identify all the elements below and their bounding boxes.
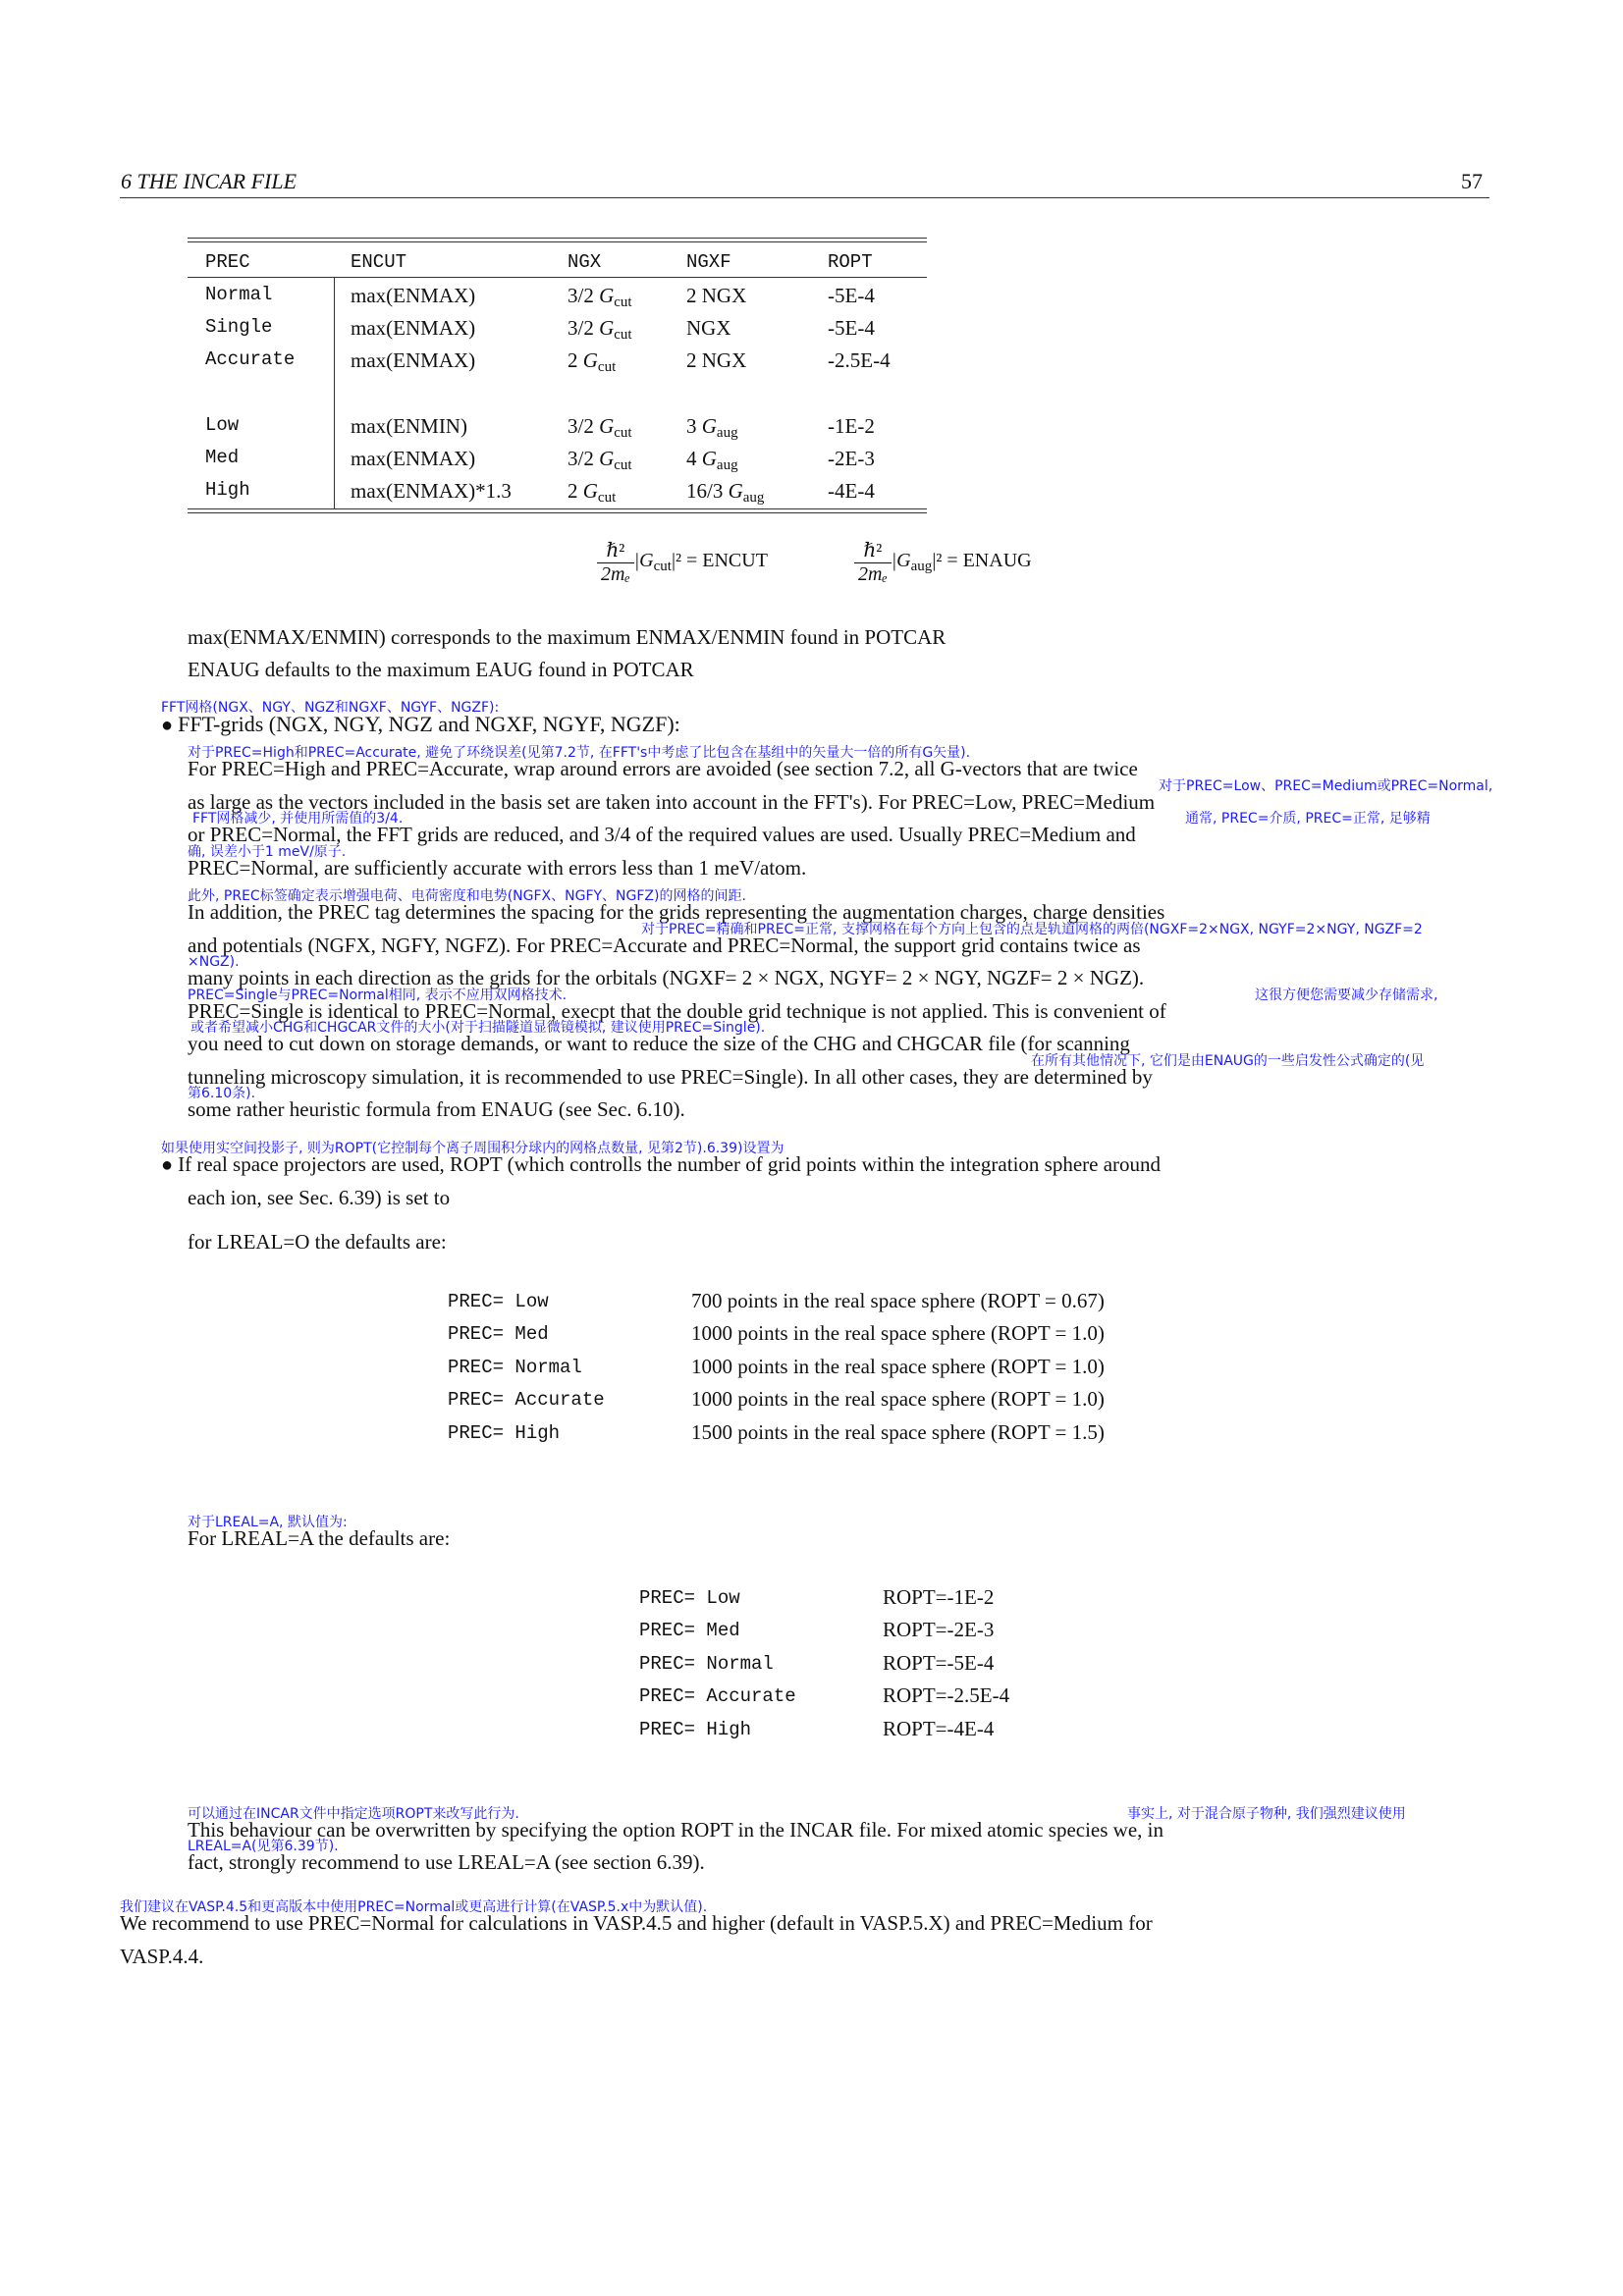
lreal-a-prec: PREC= High (639, 1719, 752, 1740)
cell-ropt: -5E-4 (828, 316, 875, 340)
table-row (205, 316, 922, 346)
lreal-o-prec: PREC= Accurate (448, 1389, 605, 1411)
lreal-o-desc: 700 points in the real space sphere (ROPT = 0.67) (691, 1289, 1105, 1312)
para2-line7: some rather heuristic formula from ENAUG (see Sec. 6.10). (188, 1097, 685, 1121)
cell-ngxf: NGX (686, 316, 731, 340)
translation-8: ×NGZ). (188, 954, 240, 970)
cell-ropt: -5E-4 (828, 284, 875, 307)
para1-line3: or PREC=Normal, the FFT grids are reduced, and 3/4 of the required values are used. Usually PREC=Medium and (188, 823, 1136, 846)
table-header-rule (188, 277, 927, 278)
cell-ropt: -2E-3 (828, 447, 875, 470)
lreal-o-desc: 1000 points in the real space sphere (ROPT = 1.0) (691, 1387, 1105, 1411)
para1-line4: PREC=Normal, are sufficiently accurate with errors less than 1 meV/atom. (188, 856, 807, 880)
translation-3: FFT网格减少, 并使用所需值的3/4. (192, 811, 404, 827)
cell-encut: max(ENMAX) (351, 284, 476, 307)
para4-line2: VASP.4.4. (120, 1945, 204, 1968)
translation-9: PREC=Single与PREC=Normal相同, 表示不应用双网格技术. (188, 988, 568, 1003)
para4-line1: We recommend to use PREC=Normal for calculations in VASP.4.5 and higher (default in VASP.5.X) and PREC=Medium for (120, 1911, 1153, 1935)
translation-18: LREAL=A(见第6.39节). (188, 1839, 339, 1854)
formula-encut: $\frac{\text{ℏ²}}{\text{2mₑ}}$ $|G_{cut}|^2$ = ENCUT (597, 538, 768, 586)
cell-ngxf: 16/3 $G_{aug}$ (686, 479, 765, 506)
cell-ngx: 3/2 $G_{cut}$ (568, 447, 632, 473)
table-row (205, 447, 922, 476)
translation-11: 或者希望减小CHG和CHGCAR文件的大小(对于扫描隧道显微镜模拟, 建议使用PREC=Single). (190, 1020, 766, 1036)
chapter-header: 6 THE INCAR FILE (121, 169, 298, 193)
para2-line2: and potentials (NGFX, NGFY, NGFZ). For PREC=Accurate and PREC=Normal, the support grid contains twice as (188, 934, 1141, 957)
cell-ropt: -2.5E-4 (828, 348, 891, 372)
cell-encut: max(ENMAX) (351, 447, 476, 470)
bullet-fft-grids: ● FFT-grids (NGX, NGY, NGZ and NGXF, NGYF, NGZF): (161, 712, 680, 736)
lreal-o-intro: for LREAL=O the defaults are: (188, 1230, 447, 1254)
cell-ngxf: 3 $G_{aug}$ (686, 414, 738, 441)
lreal-o-desc: 1500 points in the real space sphere (ROPT = 1.5) (691, 1420, 1105, 1444)
lreal-a-ropt: ROPT=-1E-2 (883, 1585, 995, 1609)
para2-line4: PREC=Single is identical to PREC=Normal, execpt that the double grid technique is not applied. This is convenient of (188, 999, 1166, 1023)
lreal-a-ropt: ROPT=-2E-3 (883, 1618, 995, 1641)
translation-5: 确, 误差小于1 meV/原子. (188, 844, 347, 860)
lreal-a-prec: PREC= Low (639, 1587, 740, 1609)
lreal-a-prec: PREC= Accurate (639, 1685, 796, 1707)
table-bottom-rule-1 (188, 508, 927, 509)
lreal-o-prec: PREC= Med (448, 1323, 549, 1345)
table-row (205, 414, 922, 444)
col-encut: ENCUT (351, 251, 407, 273)
cell-prec: Low (205, 414, 240, 436)
translation-14: 如果使用实空间投影子, 则为ROPT(它控制每个离子周围积分球内的网格点数量, 见第2节).6.39)设置为 (161, 1141, 784, 1156)
col-ropt: ROPT (828, 251, 873, 273)
table-bottom-rule-2 (188, 512, 927, 513)
table-row (205, 479, 922, 508)
cell-encut: max(ENMAX) (351, 348, 476, 372)
translation-fft-title: FFT网格(NGX、NGY、NGZ和NGXF、NGYF、NGZF): (161, 700, 500, 716)
cell-ngx: 3/2 $G_{cut}$ (568, 284, 632, 310)
translation-17: 事实上, 对于混合原子物种, 我们强烈建议使用 (1127, 1806, 1406, 1822)
cell-ngx: 3/2 $G_{cut}$ (568, 414, 632, 441)
cell-encut: max(ENMAX) (351, 316, 476, 340)
translation-13: 第6.10条). (188, 1086, 256, 1101)
cell-prec: Single (205, 316, 273, 338)
lreal-a-intro: For LREAL=A the defaults are: (188, 1526, 451, 1550)
cell-prec: High (205, 479, 250, 501)
lreal-o-prec: PREC= High (448, 1422, 561, 1444)
cell-ngx: 3/2 $G_{cut}$ (568, 316, 632, 343)
table-top-rule-1 (188, 238, 927, 239)
lreal-a-ropt: ROPT=-2.5E-4 (883, 1683, 1010, 1707)
translation-4: 通常, PREC=介质, PREC=正常, 足够精 (1185, 811, 1431, 827)
lreal-o-desc: 1000 points in the real space sphere (ROPT = 1.0) (691, 1355, 1105, 1378)
formula-enaug: $\frac{\text{ℏ²}}{\text{2mₑ}}$ $|G_{aug}|^2$ = ENAUG (854, 538, 1032, 586)
enmax-note: max(ENMAX/ENMIN) corresponds to the maximum ENMAX/ENMIN found in POTCAR (188, 625, 947, 649)
cell-prec: Med (205, 447, 240, 468)
para2-line5: you need to cut down on storage demands, or want to reduce the size of the CHG and CHGCAR file (for scanning (188, 1032, 1130, 1055)
col-ngx: NGX (568, 251, 602, 273)
lreal-a-prec: PREC= Med (639, 1620, 740, 1641)
cell-ngx: 2 $G_{cut}$ (568, 479, 617, 506)
table-top-rule-2 (188, 241, 927, 242)
enaug-note: ENAUG defaults to the maximum EAUG found in POTCAR (188, 658, 694, 681)
cell-ngxf: 2 NGX (686, 284, 747, 307)
lreal-o-prec: PREC= Low (448, 1291, 549, 1312)
para3-line1: This behaviour can be overwritten by specifying the option ROPT in the INCAR file. For mixed atomic species we, in (188, 1818, 1163, 1842)
para2-line3: many points in each direction as the grids for the orbitals (NGXF= 2 × NGX, NGYF= 2 × NGY, NGZF= 2 × NGZ). (188, 966, 1145, 989)
lreal-o-prec: PREC= Normal (448, 1357, 582, 1378)
lreal-a-ropt: ROPT=-4E-4 (883, 1717, 995, 1740)
lreal-o-desc: 1000 points in the real space sphere (ROPT = 1.0) (691, 1321, 1105, 1345)
formula-fraction: $\frac{\text{ℏ²}}{\text{2mₑ}}$ (854, 538, 892, 586)
para1-line1: For PREC=High and PREC=Accurate, wrap around errors are avoided (see section 7.2, all G-vectors that are twice (188, 757, 1138, 780)
formula-fraction: $\frac{\text{ℏ²}}{\text{2mₑ}}$ (597, 538, 634, 586)
translation-2: 对于PREC=Low、PREC=Medium或PREC=Normal, (1159, 778, 1493, 794)
bullet-ropt: ● If real space projectors are used, ROPT (which controlls the number of grid points within the integration sphere around (161, 1152, 1162, 1176)
translation-1: 对于PREC=High和PREC=Accurate, 避免了环绕误差(见第7.2节, 在FFT's中考虑了比包含在基组中的矢量大一倍的所有G矢量). (188, 745, 971, 761)
header-rule (120, 197, 1489, 198)
page-number: 57 (1461, 169, 1483, 193)
translation-12: 在所有其他情况下, 它们是由ENAUG的一些启发性公式确定的(见 (1031, 1053, 1425, 1069)
translation-10: 这很方便您需要减少存储需求, (1255, 988, 1438, 1003)
table-row (205, 348, 922, 378)
translation-6: 此外, PREC标签确定表示增强电荷、电荷密度和电势(NGFX、NGFY、NGFZ)的网格的间距. (188, 888, 746, 904)
cell-ngx: 2 $G_{cut}$ (568, 348, 617, 375)
translation-19: 我们建议在VASP.4.5和更高版本中使用PREC=Normal或更高进行计算(在VASP.5.x中为默认值). (120, 1899, 708, 1915)
table-row (205, 284, 922, 313)
lreal-a-ropt: ROPT=-5E-4 (883, 1651, 995, 1675)
para3-line2: fact, strongly recommend to use LREAL=A (see section 6.39). (188, 1850, 705, 1874)
ropt-line2: each ion, see Sec. 6.39) is set to (188, 1186, 451, 1209)
translation-16: 可以通过在INCAR文件中指定选项ROPT来改写此行为. (188, 1806, 519, 1822)
cell-ropt: -1E-2 (828, 414, 875, 438)
cell-prec: Normal (205, 284, 273, 305)
para2-line1: In addition, the PREC tag determines the spacing for the grids representing the augmentation charges, charge densities (188, 900, 1165, 924)
col-prec: PREC (205, 251, 250, 273)
para2-line6: tunneling microscopy simulation, it is recommended to use PREC=Single). In all other cases, they are determined by (188, 1065, 1153, 1089)
cell-ropt: -4E-4 (828, 479, 875, 503)
cell-encut: max(ENMIN) (351, 414, 467, 438)
col-ngxf: NGXF (686, 251, 731, 273)
cell-ngxf: 2 NGX (686, 348, 747, 372)
para1-line2: as large as the vectors included in the basis set are taken into account in the FFT's). For PREC=Low, PREC=Medium (188, 790, 1156, 814)
translation-15: 对于LREAL=A, 默认值为: (188, 1515, 348, 1530)
cell-encut: max(ENMAX)*1.3 (351, 479, 512, 503)
translation-7: 对于PREC=精确和PREC=正常, 支撑网格在每个方向上包含的点是轨道网格的两倍(NGXF=2×NGX, NGYF=2×NGY, NGZF=2 (641, 922, 1423, 937)
lreal-a-prec: PREC= Normal (639, 1653, 774, 1675)
cell-prec: Accurate (205, 348, 296, 370)
cell-ngxf: 4 $G_{aug}$ (686, 447, 738, 473)
